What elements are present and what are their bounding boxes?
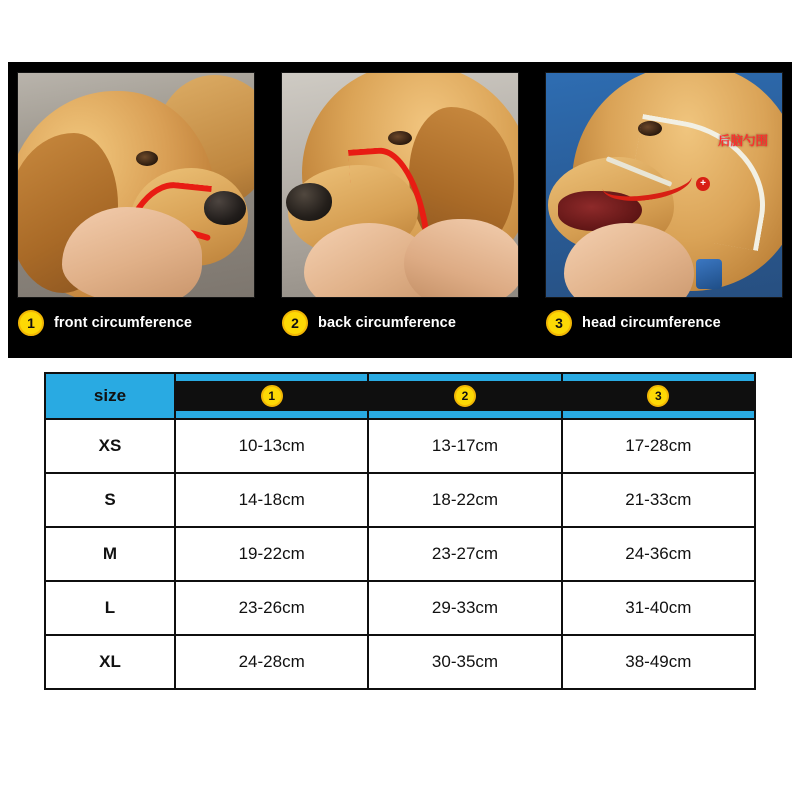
step-badge-1: 1 — [18, 310, 44, 336]
header-row — [45, 373, 755, 419]
dog-eye-shape — [388, 131, 412, 145]
table-row — [45, 635, 755, 689]
header-head-plate — [563, 381, 754, 411]
caption-text-front: front circumference — [54, 315, 193, 331]
cell-front: 24-28cm — [175, 635, 368, 689]
caption-head — [546, 306, 784, 340]
header-head — [562, 373, 755, 419]
cell-back: 23-27cm — [368, 527, 561, 581]
cell-back: 18-22cm — [368, 473, 561, 527]
table-row — [45, 419, 755, 473]
header-badge-2: 2 — [454, 385, 476, 407]
cell-front: 14-18cm — [175, 473, 368, 527]
photo-back-circumference — [281, 72, 519, 298]
header-size: size — [45, 373, 175, 419]
table-row — [45, 581, 755, 635]
cell-size: XL — [45, 635, 175, 689]
instruction-panel-back — [272, 62, 528, 358]
dog-eye-shape — [136, 151, 158, 166]
header-front-plate — [176, 381, 367, 411]
size-chart — [44, 372, 756, 690]
size-table — [44, 372, 756, 690]
cell-head: 38-49cm — [562, 635, 755, 689]
photo-art-back — [282, 73, 518, 297]
header-badge-1: 1 — [261, 385, 283, 407]
header-badge-3: 3 — [647, 385, 669, 407]
cell-back: 30-35cm — [368, 635, 561, 689]
human-hand-shape-secondary — [404, 219, 519, 298]
dog-nose-shape — [286, 183, 332, 221]
photo-head-circumference — [545, 72, 783, 298]
instruction-photo-strip — [8, 62, 792, 358]
cell-back: 13-17cm — [368, 419, 561, 473]
header-back — [368, 373, 561, 419]
cell-front: 23-26cm — [175, 581, 368, 635]
header-back-plate — [369, 381, 560, 411]
photo-front-circumference — [17, 72, 255, 298]
table-row — [45, 527, 755, 581]
instruction-panel-front — [8, 62, 264, 358]
cell-head: 21-33cm — [562, 473, 755, 527]
cell-size: L — [45, 581, 175, 635]
caption-text-back: back circumference — [318, 315, 457, 331]
step-badge-3: 3 — [546, 310, 572, 336]
cell-size: XS — [45, 419, 175, 473]
header-front — [175, 373, 368, 419]
chinese-annotation-label: 后脑勺围 — [717, 134, 768, 148]
size-table-body — [45, 419, 755, 689]
step-badge-2: 2 — [282, 310, 308, 336]
cell-back: 29-33cm — [368, 581, 561, 635]
caption-text-head: head circumference — [582, 315, 721, 331]
cell-size: M — [45, 527, 175, 581]
cell-front: 10-13cm — [175, 419, 368, 473]
dog-tag-shape — [696, 259, 722, 289]
table-row — [45, 473, 755, 527]
cell-front: 19-22cm — [175, 527, 368, 581]
cell-size: S — [45, 473, 175, 527]
caption-back — [282, 306, 520, 340]
measure-point-marker: + — [696, 177, 710, 191]
photo-art-front — [18, 73, 254, 297]
instruction-panel-head — [536, 62, 792, 358]
photo-art-head — [546, 73, 782, 297]
size-table-header — [45, 373, 755, 419]
cell-head: 17-28cm — [562, 419, 755, 473]
cell-head: 24-36cm — [562, 527, 755, 581]
cell-head: 31-40cm — [562, 581, 755, 635]
caption-front — [18, 306, 256, 340]
